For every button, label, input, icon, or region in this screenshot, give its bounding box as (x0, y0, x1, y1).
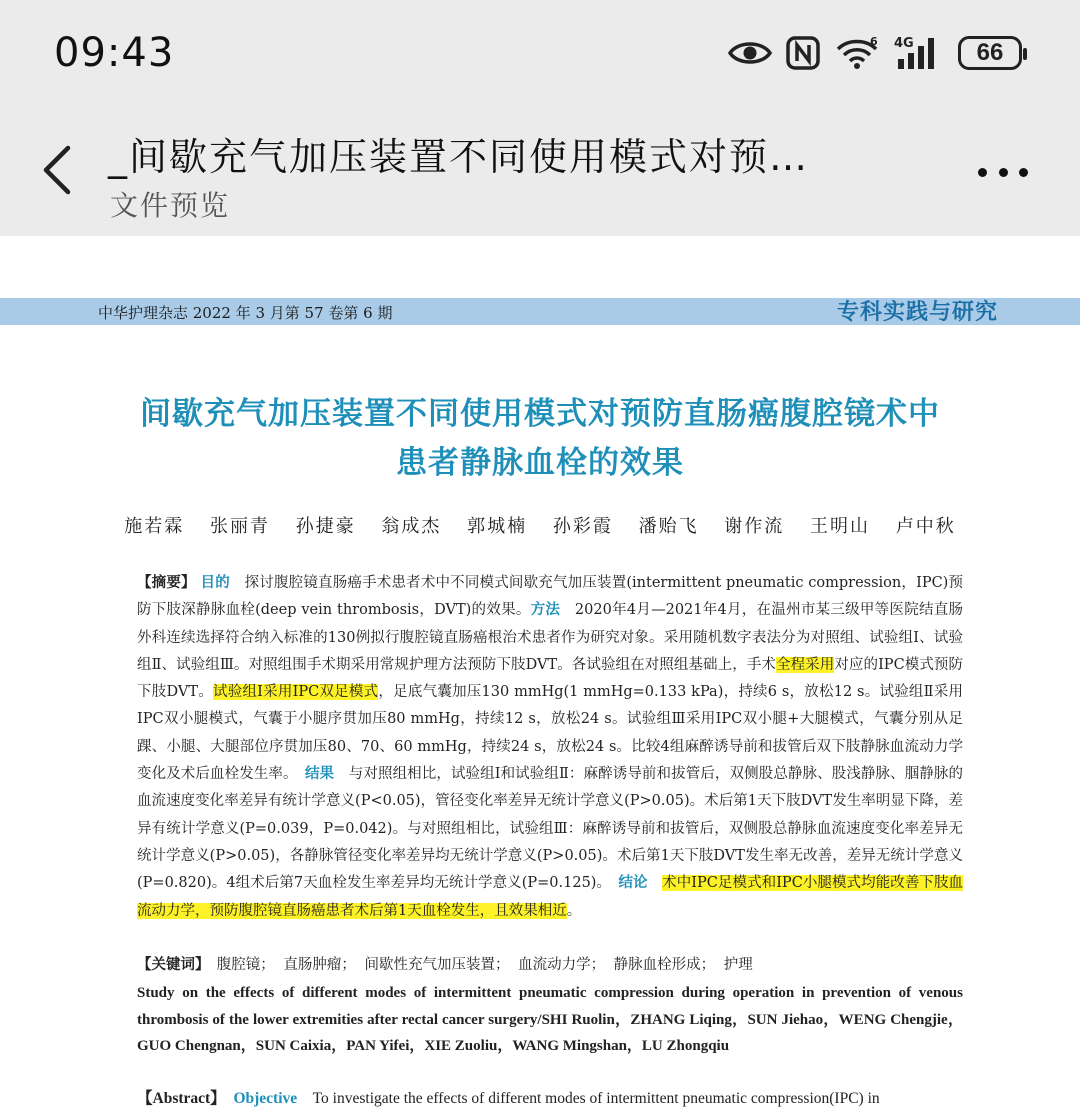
more-dots-icon (978, 168, 987, 177)
app-header (0, 100, 1080, 236)
status-bar (0, 0, 1080, 100)
authors: 施若霖 张丽青 孙捷豪 翁成杰 郭城楠 孙彩霞 潘贻飞 谢作流 王明山 卢中秋 (124, 516, 956, 537)
english-objective-label: Objective (233, 1090, 298, 1107)
status-icons (728, 32, 1022, 74)
more-dot (999, 168, 1008, 177)
keywords-label: 【关键词】 (137, 957, 203, 973)
battery-icon: 66 (958, 36, 1022, 70)
abstract-paragraph (137, 570, 963, 925)
chevron-left-icon (38, 144, 78, 196)
highlight-full-use: 全程采用 (775, 656, 835, 673)
result-label: 结果 (304, 766, 335, 783)
svg-text:6: 6 (870, 36, 878, 48)
journal-info: 中华护理杂志 2022 年 3 月第 57 卷第 6 期 (98, 304, 393, 322)
method-label: 方法 (530, 602, 561, 619)
eye-icon (728, 38, 772, 68)
english-title: Study on the effects of different modes of intermittent pneumatic compression during operation in prevention of venous thrombosis of the lower extremities after rectal cancer surgery/SHI Ruolin，ZHANG Liqing，SUN Jiehao，WENG Chengjie，GUO Chengnan，SUN Caixia，PAN Yifei，XIE Zuoliu，WANG Mingshan，LU Zhongqiu (137, 985, 963, 1054)
article-title-line1: 间歇充气加压装置不同使用模式对预防直肠癌腹腔镜术中 (140, 396, 940, 432)
back-button[interactable] (38, 144, 78, 196)
objective-label: 目的 (200, 575, 230, 591)
method-text-1: 2020年4月—2021年4月，在温州市某三级甲等医院结直肠外科连续选择符合纳入标准的130例拟行腹腔镜直肠癌根治术患者作为研究对象。采用随机数字表法分为对照组、试验组Ⅰ、试验组Ⅱ、试验组Ⅲ。对照组围手术期采用常规护理方法预防下肢DVT。各试验组在对照组基础上，手术 (137, 602, 963, 673)
clock-time: 09:43 (54, 30, 175, 76)
svg-text:4G: 4G (894, 36, 914, 51)
signal-4g-icon (894, 35, 944, 71)
keywords-text: 腹腔镜； 直肠肿瘤； 间歇性充气加压装置； 血流动力学； 静脉血栓形成； 护理 (216, 957, 753, 973)
english-abstract-text: To investigate the effects of different modes of intermittent pneumatic compression(IPC) in (312, 1090, 880, 1107)
result-text: 与对照组相比，试验组Ⅰ和试验组Ⅱ：麻醉诱导前和拔管后，双侧股总静脉、股浅静脉、腘静脉的血流速度变化率差异有统计学意义(P<0.05)，管径变化率差异无统计学意义(P>0.05)。术后第1天下肢DVT发生率明显下降，差异有统计学意义(P=0.039，P=0.042)。与对照组相比，试验组Ⅲ：麻醉诱导前和拔管后，双侧股总静脉血流速度变化率差异无统计学意义(P>0.05)，各静脉管径变化率差异均无统计学意义(P>0.05)。术后第1天下肢DVT发生率无改善，差异无统计学意义(P=0.820)。4组术后第7天血栓发生率差异均无统计学意义(P=0.125)。 (137, 766, 964, 892)
nfc-icon (786, 36, 820, 70)
article-title (0, 390, 1080, 488)
conclusion-label: 结论 (618, 875, 648, 892)
wifi-icon (834, 36, 880, 70)
more-dot (1019, 168, 1028, 177)
english-abstract-label: 【Abstract】 (137, 1090, 218, 1107)
english-abstract (137, 1087, 963, 1111)
section-tag: 专科实践与研究 (836, 300, 998, 325)
abstract-label: 【摘要】 (137, 575, 196, 591)
objective-text: 探讨腹腔镜直肠癌手术患者术中不同模式间歇充气加压装置(intermittent pneumatic compression，IPC)预防下肢深静脉血栓(deep vein thrombosis，DVT)的效果。 (137, 575, 964, 619)
highlight-group1-mode: 试验组Ⅰ采用IPC双足模式 (212, 684, 379, 701)
document-page[interactable] (0, 236, 1080, 1111)
article-title-line2: 患者静脉血栓的效果 (396, 445, 684, 481)
chinese-abstract (137, 570, 963, 925)
more-options-button[interactable] (978, 162, 1028, 182)
document-subtitle: 文件预览 (110, 189, 231, 222)
document-title: _间歇充气加压装置不同使用模式对预… (108, 135, 810, 179)
highlight-conclusion: 术中IPC足模式和IPC小腿模式均能改善下肢血流动力学，预防腹腔镜直肠癌患者术后第1天血栓发生，且效果相近 (137, 875, 964, 919)
method-text-2: 对应的IPC模式预防下肢DVT。 (137, 656, 963, 701)
method-text-3: ，足底气囊加压130 mmHg(1 mmHg=0.133 kPa)，持续6 s，放松12 s。试验组Ⅱ采用IPC双小腿模式，气囊于小腿序贯加压80 mmHg，持续12 s，放松24 s。试验组Ⅲ采用IPC双小腿+大腿模式，气囊分别从足踝、小腿、大腿部位序贯加压80、70、60 mmHg，持续24 s，放松24 s。比较4组麻醉诱导前和拔管后双下肢静脉血流动力学变化及术后血栓发生率。 (137, 684, 964, 783)
conclusion-end: 。 (566, 902, 582, 919)
keywords (137, 952, 963, 979)
